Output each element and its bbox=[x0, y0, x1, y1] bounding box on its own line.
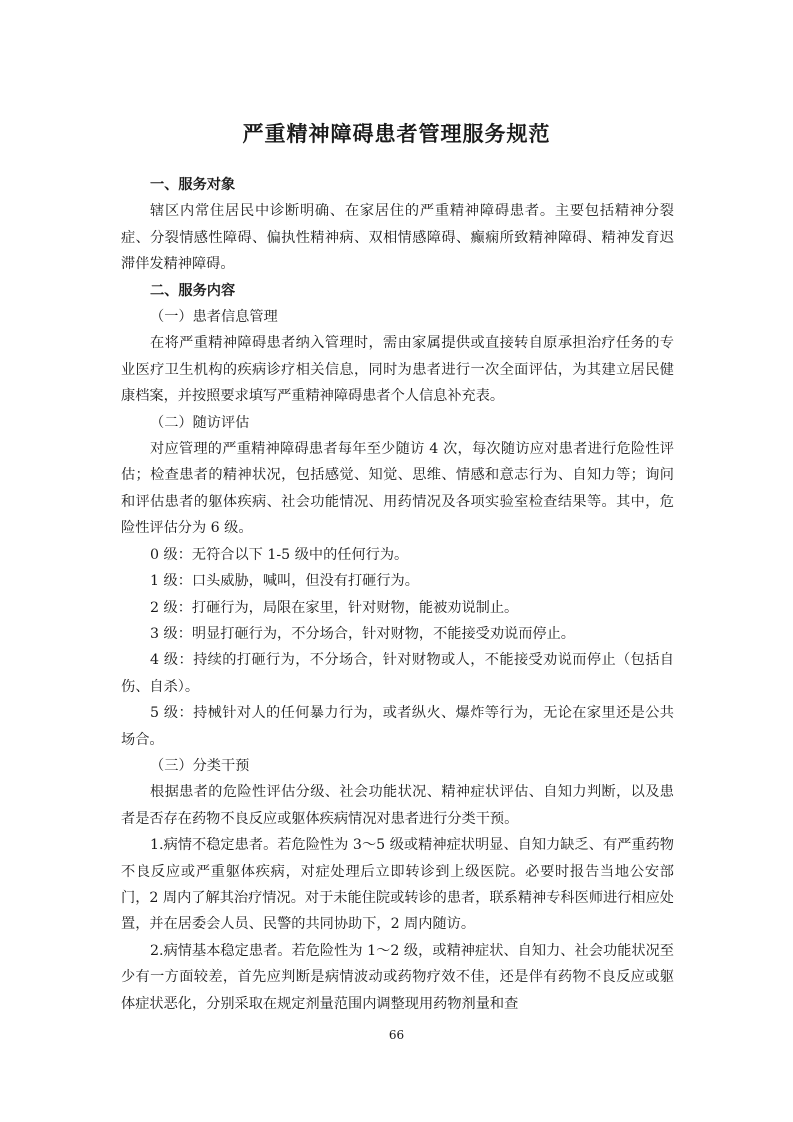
paragraph: 1.病情不稳定患者。若危险性为 3～5 级或精神症状明显、自知力缺乏、有严重药物不良反应或严重躯体疾病，对症处理后立即转诊到上级医院。必要时报告当地公安部门，2 周内了解其治疗情况。对于未能住院或转诊的患者，联系精神专科医师进行相应处置，并在居委会人员、民警的共同协助下，2 周内随访。 bbox=[121, 837, 674, 933]
paragraph: 在将严重精神障碍患者纳入管理时，需由家属提供或直接转自原承担治疗任务的专业医疗卫生机构的疾病诊疗相关信息，同时为患者进行一次全面评估，为其建立居民健康档案，并按照要求填写严重精神障碍患者个人信息补充表。 bbox=[121, 335, 674, 405]
paragraph: 辖区内常住居民中诊断明确、在家居住的严重精神障碍患者。主要包括精神分裂症、分裂情感性障碍、偏执性精神病、双相情感障碍、癫痫所致精神障碍、精神发育迟滞伴发精神障碍。 bbox=[121, 203, 674, 273]
risk-level-item: 3 级：明显打砸行为，不分场合，针对财物，不能接受劝说而停止。 bbox=[150, 625, 575, 642]
risk-level-item: 5 级：持械针对人的任何暴力行为，或者纵火、爆炸等行为，无论在家里还是公共场合。 bbox=[121, 705, 674, 748]
paragraph: 2.病情基本稳定患者。若危险性为 1～2 级，或精神症状、自知力、社会功能状况至少有一方面较差，首先应判断是病情波动或药物疗效不佳，还是伴有药物不良反应或躯体症状恶化，分别采取在规定剂量范围内调整现用药物剂量和查 bbox=[121, 942, 674, 1012]
subsection-heading: （一）患者信息管理 bbox=[150, 309, 278, 326]
risk-level-item: 2 级：打砸行为，局限在家里，针对财物，能被劝说制止。 bbox=[150, 599, 519, 616]
risk-level-item: 4 级：持续的打砸行为，不分场合，针对财物或人，不能接受劝说而停止（包括自伤、自杀）。 bbox=[121, 652, 674, 695]
risk-level-item: 0 级：无符合以下 1-5 级中的任何行为。 bbox=[150, 546, 409, 563]
document-body bbox=[121, 172, 674, 1017]
paragraph: 对应管理的严重精神障碍患者每年至少随访 4 次，每次随访应对患者进行危险性评估；检查患者的精神状况，包括感觉、知觉、思维、情感和意志行为、自知力等；询问和评估患者的躯体疾病、社会功能情况、用药情况及各项实验室检查结果等。其中，危险性评估分为 6 级。 bbox=[121, 441, 674, 537]
section-heading: 一、服务对象 bbox=[150, 177, 236, 193]
page-title: 严重精神障碍患者管理服务规范 bbox=[242, 122, 551, 146]
risk-level-item: 1 级：口头威胁，喊叫，但没有打砸行为。 bbox=[150, 573, 419, 590]
subsection-heading: （二）随访评估 bbox=[150, 414, 250, 431]
page-number: 66 bbox=[388, 1028, 405, 1042]
paragraph: 根据患者的危险性评估分级、社会功能状况、精神症状评估、自知力判断，以及患者是否存在药物不良反应或躯体疾病情况对患者进行分类干预。 bbox=[121, 784, 674, 827]
section-heading: 二、服务内容 bbox=[150, 282, 236, 299]
subsection-heading: （三）分类干预 bbox=[150, 757, 250, 774]
